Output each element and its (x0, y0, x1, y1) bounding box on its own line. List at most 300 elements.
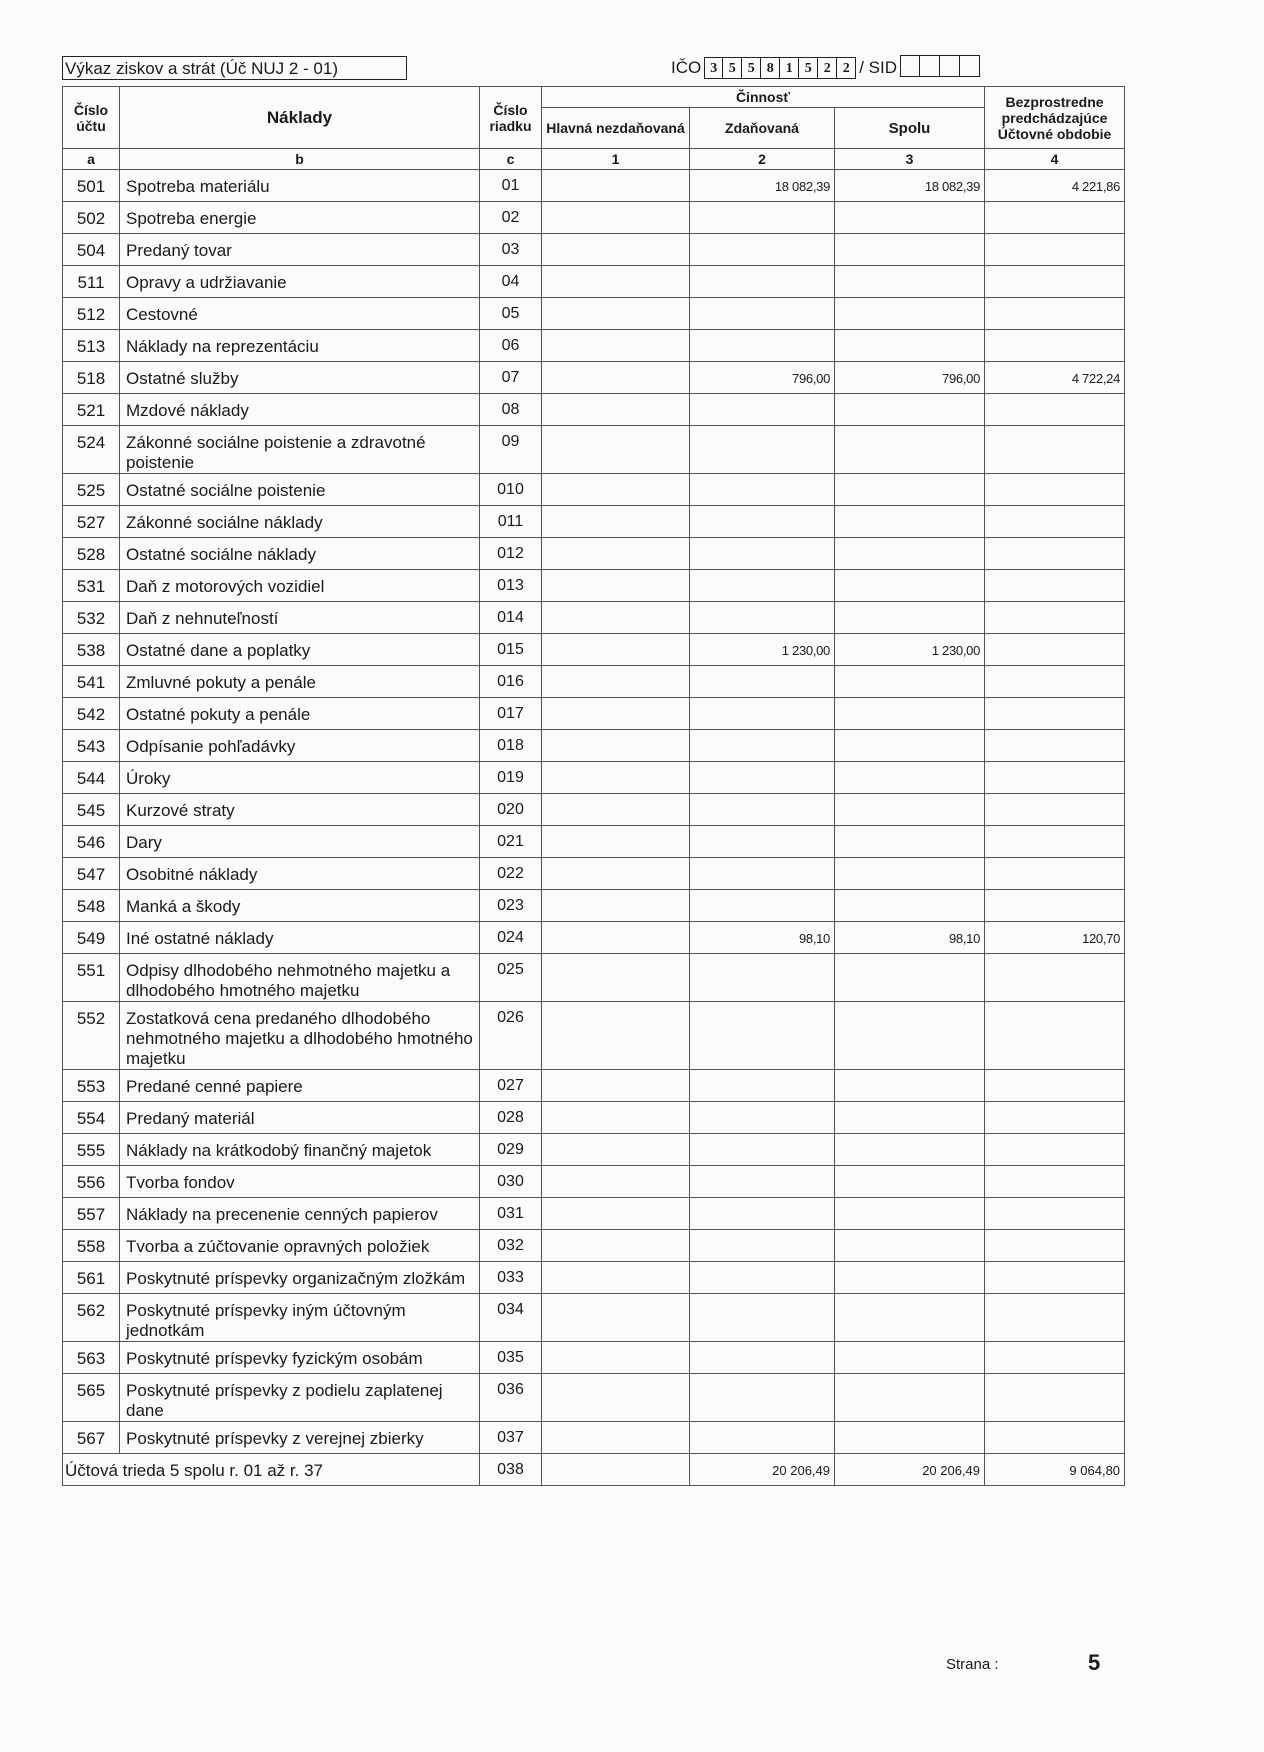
cost-item-name: Cestovné (120, 298, 480, 330)
value-total (835, 762, 985, 794)
value-total (835, 330, 985, 362)
table-row (63, 858, 1125, 890)
value-total (835, 1342, 985, 1374)
sid-label: / SID (859, 58, 898, 77)
row-number: 029 (480, 1134, 542, 1166)
cost-item-name: Iné ostatné náklady (120, 922, 480, 954)
value-total (835, 266, 985, 298)
table-row (63, 954, 1125, 1002)
value-total (835, 1262, 985, 1294)
total-row-number: 038 (480, 1454, 542, 1486)
table-row (63, 170, 1125, 202)
account-number: 548 (63, 890, 120, 922)
value-previous (985, 1198, 1125, 1230)
value-taxable (690, 666, 835, 698)
row-number: 027 (480, 1070, 542, 1102)
value-taxable (690, 730, 835, 762)
account-number: 531 (63, 570, 120, 602)
value-main (542, 298, 690, 330)
table-row (63, 474, 1125, 506)
ico-digit: 5 (742, 57, 761, 79)
account-number: 518 (63, 362, 120, 394)
value-main (542, 1230, 690, 1262)
account-number: 532 (63, 602, 120, 634)
ico-digit: 5 (723, 57, 742, 79)
value-previous (985, 570, 1125, 602)
ico-field (668, 56, 980, 80)
cost-item-name: Tvorba a zúčtovanie opravných položiek (120, 1230, 480, 1262)
header-row-no: Číslo riadku (480, 87, 542, 149)
value-previous (985, 266, 1125, 298)
cost-item-name: Náklady na reprezentáciu (120, 330, 480, 362)
cost-item-name: Úroky (120, 762, 480, 794)
value-taxable (690, 762, 835, 794)
value-total: 98,10 (835, 922, 985, 954)
value-main (542, 426, 690, 474)
column-letter: 4 (985, 149, 1125, 170)
value-previous (985, 730, 1125, 762)
account-number: 556 (63, 1166, 120, 1198)
value-total (835, 698, 985, 730)
value-total (835, 794, 985, 826)
value-taxable (690, 330, 835, 362)
value-main (542, 234, 690, 266)
cost-item-name: Zmluvné pokuty a penále (120, 666, 480, 698)
value-previous (985, 298, 1125, 330)
cost-item-name: Spotreba energie (120, 202, 480, 234)
value-previous (985, 666, 1125, 698)
value-main (542, 890, 690, 922)
value-main (542, 362, 690, 394)
row-number: 012 (480, 538, 542, 570)
cost-item-name: Poskytnuté príspevky organizačným zložkám (120, 1262, 480, 1294)
value-main (542, 826, 690, 858)
account-number: 562 (63, 1294, 120, 1342)
value-previous (985, 1002, 1125, 1070)
value-main (542, 634, 690, 666)
account-number: 555 (63, 1134, 120, 1166)
row-number: 022 (480, 858, 542, 890)
cost-item-name: Opravy a udržiavanie (120, 266, 480, 298)
value-total (835, 506, 985, 538)
column-letter: 1 (542, 149, 690, 170)
value-main (542, 1342, 690, 1374)
value-previous: 4 722,24 (985, 362, 1125, 394)
value-total: 1 230,00 (835, 634, 985, 666)
account-number: 561 (63, 1262, 120, 1294)
cost-item-name: Ostatné dane a poplatky (120, 634, 480, 666)
account-number: 502 (63, 202, 120, 234)
cost-item-name: Zostatková cena predaného dlhodobého nehmotného majetku a dlhodobého hmotného majetku (120, 1002, 480, 1070)
value-taxable (690, 298, 835, 330)
value-taxable (690, 1002, 835, 1070)
value-previous (985, 202, 1125, 234)
value-previous (985, 1262, 1125, 1294)
value-previous (985, 826, 1125, 858)
value-main (542, 1262, 690, 1294)
value-previous (985, 330, 1125, 362)
value-main (542, 570, 690, 602)
row-number: 033 (480, 1262, 542, 1294)
value-taxable (690, 890, 835, 922)
account-number: 504 (63, 234, 120, 266)
value-total (835, 826, 985, 858)
value-total (835, 1070, 985, 1102)
account-number: 557 (63, 1198, 120, 1230)
table-row (63, 1230, 1125, 1262)
value-main (542, 762, 690, 794)
table-row (63, 426, 1125, 474)
header-previous-period: Bezprostredne predchádzajúce Účtovné obdobie (985, 87, 1125, 149)
row-number: 032 (480, 1230, 542, 1262)
value-taxable (690, 1294, 835, 1342)
header-main: Hlavná nezdaňovaná (542, 108, 690, 149)
value-taxable (690, 1422, 835, 1454)
value-previous (985, 1102, 1125, 1134)
row-number: 035 (480, 1342, 542, 1374)
table-row (63, 602, 1125, 634)
value-previous (985, 1166, 1125, 1198)
row-number: 06 (480, 330, 542, 362)
value-total (835, 954, 985, 1002)
account-number: 527 (63, 506, 120, 538)
value-taxable (690, 1198, 835, 1230)
value-total (835, 538, 985, 570)
row-number: 016 (480, 666, 542, 698)
value-total (835, 298, 985, 330)
account-number: 512 (63, 298, 120, 330)
value-main (542, 922, 690, 954)
ico-digit: 3 (704, 57, 723, 79)
table-row (63, 1198, 1125, 1230)
row-number: 01 (480, 170, 542, 202)
account-number: 538 (63, 634, 120, 666)
value-total: 796,00 (835, 362, 985, 394)
account-number: 553 (63, 1070, 120, 1102)
ico-label: IČO (671, 58, 702, 77)
account-number: 558 (63, 1230, 120, 1262)
value-previous (985, 794, 1125, 826)
page-label: Strana : (946, 1656, 999, 1673)
value-previous (985, 234, 1125, 266)
value-total (835, 602, 985, 634)
value-main (542, 170, 690, 202)
row-number: 014 (480, 602, 542, 634)
table-row (63, 330, 1125, 362)
value-previous (985, 1422, 1125, 1454)
cost-item-name: Ostatné sociálne poistenie (120, 474, 480, 506)
value-previous (985, 538, 1125, 570)
table-row (63, 762, 1125, 794)
value-total (835, 1166, 985, 1198)
value-total: 18 082,39 (835, 170, 985, 202)
value-main (542, 1374, 690, 1422)
value-main (542, 394, 690, 426)
value-main (542, 474, 690, 506)
value-previous (985, 954, 1125, 1002)
table-row (63, 234, 1125, 266)
table-row (63, 1422, 1125, 1454)
table-row (63, 1294, 1125, 1342)
account-number: 547 (63, 858, 120, 890)
ico-digit: 1 (780, 57, 799, 79)
column-letter: c (480, 149, 542, 170)
row-number: 031 (480, 1198, 542, 1230)
table-row (63, 1070, 1125, 1102)
value-main (542, 202, 690, 234)
value-previous: 4 221,86 (985, 170, 1125, 202)
sid-boxes (900, 55, 980, 82)
cost-item-name: Daň z nehnuteľností (120, 602, 480, 634)
value-total (835, 1230, 985, 1262)
value-total (835, 1198, 985, 1230)
value-taxable (690, 1134, 835, 1166)
value-previous (985, 634, 1125, 666)
value-taxable (690, 1374, 835, 1422)
ico-digit: 5 (799, 57, 818, 79)
cost-item-name: Náklady na krátkodobý finančný majetok (120, 1134, 480, 1166)
value-main (542, 1002, 690, 1070)
value-taxable (690, 602, 835, 634)
cost-item-name: Osobitné náklady (120, 858, 480, 890)
cost-item-name: Poskytnuté príspevky fyzickým osobám (120, 1342, 480, 1374)
cost-item-name: Manká a škody (120, 890, 480, 922)
value-previous (985, 1230, 1125, 1262)
value-taxable (690, 954, 835, 1002)
account-number: 521 (63, 394, 120, 426)
value-total (835, 1134, 985, 1166)
total-taxable: 20 206,49 (690, 1454, 835, 1486)
table-row (63, 394, 1125, 426)
value-total (835, 394, 985, 426)
account-number: 525 (63, 474, 120, 506)
value-taxable (690, 1070, 835, 1102)
account-number: 549 (63, 922, 120, 954)
value-main (542, 538, 690, 570)
value-taxable (690, 202, 835, 234)
value-taxable (690, 474, 835, 506)
page-number: 5 (1088, 1650, 1101, 1675)
account-number: 552 (63, 1002, 120, 1070)
account-number: 545 (63, 794, 120, 826)
form-title: Výkaz ziskov a strát (Úč NUJ 2 - 01) (62, 56, 407, 80)
value-taxable (690, 234, 835, 266)
table-row (63, 1102, 1125, 1134)
table-row (63, 666, 1125, 698)
table-row (63, 922, 1125, 954)
value-total (835, 730, 985, 762)
row-number: 010 (480, 474, 542, 506)
value-main (542, 954, 690, 1002)
value-taxable (690, 794, 835, 826)
header-taxable: Zdaňovaná (690, 108, 835, 149)
value-previous (985, 698, 1125, 730)
value-taxable (690, 1102, 835, 1134)
costs-table (62, 86, 1125, 1486)
total-previous: 9 064,80 (985, 1454, 1125, 1486)
value-main (542, 330, 690, 362)
total-label: Účtová trieda 5 spolu r. 01 až r. 37 (63, 1454, 480, 1486)
header-costs: Náklady (120, 87, 480, 149)
table-row (63, 794, 1125, 826)
row-number: 030 (480, 1166, 542, 1198)
value-previous (985, 1070, 1125, 1102)
row-number: 026 (480, 1002, 542, 1070)
value-taxable (690, 266, 835, 298)
column-letter: b (120, 149, 480, 170)
row-number: 013 (480, 570, 542, 602)
value-total (835, 1374, 985, 1422)
table-row (63, 1262, 1125, 1294)
cost-item-name: Poskytnuté príspevky iným účtovným jednotkám (120, 1294, 480, 1342)
row-number: 03 (480, 234, 542, 266)
value-total (835, 1002, 985, 1070)
value-taxable (690, 858, 835, 890)
value-total (835, 1294, 985, 1342)
value-taxable: 1 230,00 (690, 634, 835, 666)
row-number: 024 (480, 922, 542, 954)
value-taxable (690, 826, 835, 858)
account-number: 551 (63, 954, 120, 1002)
value-taxable (690, 698, 835, 730)
row-number: 028 (480, 1102, 542, 1134)
table-row (63, 538, 1125, 570)
table-row (63, 698, 1125, 730)
cost-item-name: Predaný tovar (120, 234, 480, 266)
total-main (542, 1454, 690, 1486)
row-number: 025 (480, 954, 542, 1002)
header-activity: Činnosť (542, 87, 985, 108)
value-previous (985, 858, 1125, 890)
value-taxable (690, 570, 835, 602)
value-taxable: 796,00 (690, 362, 835, 394)
value-total (835, 1422, 985, 1454)
row-number: 019 (480, 762, 542, 794)
table-row (63, 890, 1125, 922)
table-row (63, 362, 1125, 394)
ico-digit: 2 (837, 57, 856, 79)
cost-item-name: Poskytnuté príspevky z podielu zaplatenej dane (120, 1374, 480, 1422)
table-row (63, 634, 1125, 666)
cost-item-name: Daň z motorových vozidiel (120, 570, 480, 602)
row-number: 017 (480, 698, 542, 730)
cost-item-name: Ostatné sociálne náklady (120, 538, 480, 570)
row-number: 037 (480, 1422, 542, 1454)
cost-item-name: Kurzové straty (120, 794, 480, 826)
table-row (63, 1002, 1125, 1070)
value-total (835, 234, 985, 266)
cost-item-name: Tvorba fondov (120, 1166, 480, 1198)
account-number: 543 (63, 730, 120, 762)
account-number: 554 (63, 1102, 120, 1134)
header-total: Spolu (835, 108, 985, 149)
value-previous (985, 506, 1125, 538)
cost-item-name: Zákonné sociálne náklady (120, 506, 480, 538)
table-row (63, 202, 1125, 234)
row-number: 015 (480, 634, 542, 666)
value-previous (985, 1342, 1125, 1374)
cost-item-name: Spotreba materiálu (120, 170, 480, 202)
value-taxable: 18 082,39 (690, 170, 835, 202)
table-row (63, 730, 1125, 762)
cost-item-name: Odpisy dlhodobého nehmotného majetku a dlhodobého hmotného majetku (120, 954, 480, 1002)
account-number: 544 (63, 762, 120, 794)
ico-digit: 8 (761, 57, 780, 79)
value-total (835, 1102, 985, 1134)
value-total (835, 890, 985, 922)
value-taxable (690, 1342, 835, 1374)
value-previous (985, 426, 1125, 474)
value-main (542, 1134, 690, 1166)
value-main (542, 666, 690, 698)
value-main (542, 266, 690, 298)
table-row (63, 298, 1125, 330)
value-taxable (690, 394, 835, 426)
account-number: 528 (63, 538, 120, 570)
value-taxable (690, 1262, 835, 1294)
value-taxable (690, 426, 835, 474)
header-account-no: Číslo účtu (63, 87, 120, 149)
value-total (835, 202, 985, 234)
table-row (63, 570, 1125, 602)
row-number: 023 (480, 890, 542, 922)
total-row (63, 1454, 1125, 1486)
value-main (542, 1198, 690, 1230)
account-number: 546 (63, 826, 120, 858)
value-taxable (690, 506, 835, 538)
row-number: 09 (480, 426, 542, 474)
account-number: 541 (63, 666, 120, 698)
account-number: 565 (63, 1374, 120, 1422)
cost-item-name: Poskytnuté príspevky z verejnej zbierky (120, 1422, 480, 1454)
cost-item-name: Dary (120, 826, 480, 858)
value-taxable: 98,10 (690, 922, 835, 954)
value-total (835, 426, 985, 474)
account-number: 524 (63, 426, 120, 474)
account-number: 501 (63, 170, 120, 202)
value-main (542, 1422, 690, 1454)
cost-item-name: Zákonné sociálne poistenie a zdravotné poistenie (120, 426, 480, 474)
account-number: 542 (63, 698, 120, 730)
row-number: 018 (480, 730, 542, 762)
row-number: 011 (480, 506, 542, 538)
cost-item-name: Mzdové náklady (120, 394, 480, 426)
column-letters-row (63, 149, 1125, 170)
value-main (542, 794, 690, 826)
value-total (835, 474, 985, 506)
value-main (542, 602, 690, 634)
row-number: 08 (480, 394, 542, 426)
value-main (542, 1102, 690, 1134)
column-letter: a (63, 149, 120, 170)
ico-digit: 2 (818, 57, 837, 79)
cost-item-name: Ostatné služby (120, 362, 480, 394)
value-total (835, 858, 985, 890)
table-row (63, 1166, 1125, 1198)
value-previous (985, 890, 1125, 922)
value-main (542, 1166, 690, 1198)
table-row (63, 1134, 1125, 1166)
value-main (542, 1070, 690, 1102)
table-row (63, 506, 1125, 538)
value-previous (985, 602, 1125, 634)
row-number: 07 (480, 362, 542, 394)
value-previous (985, 474, 1125, 506)
row-number: 02 (480, 202, 542, 234)
value-previous (985, 1374, 1125, 1422)
cost-item-name: Náklady na precenenie cenných papierov (120, 1198, 480, 1230)
value-main (542, 858, 690, 890)
